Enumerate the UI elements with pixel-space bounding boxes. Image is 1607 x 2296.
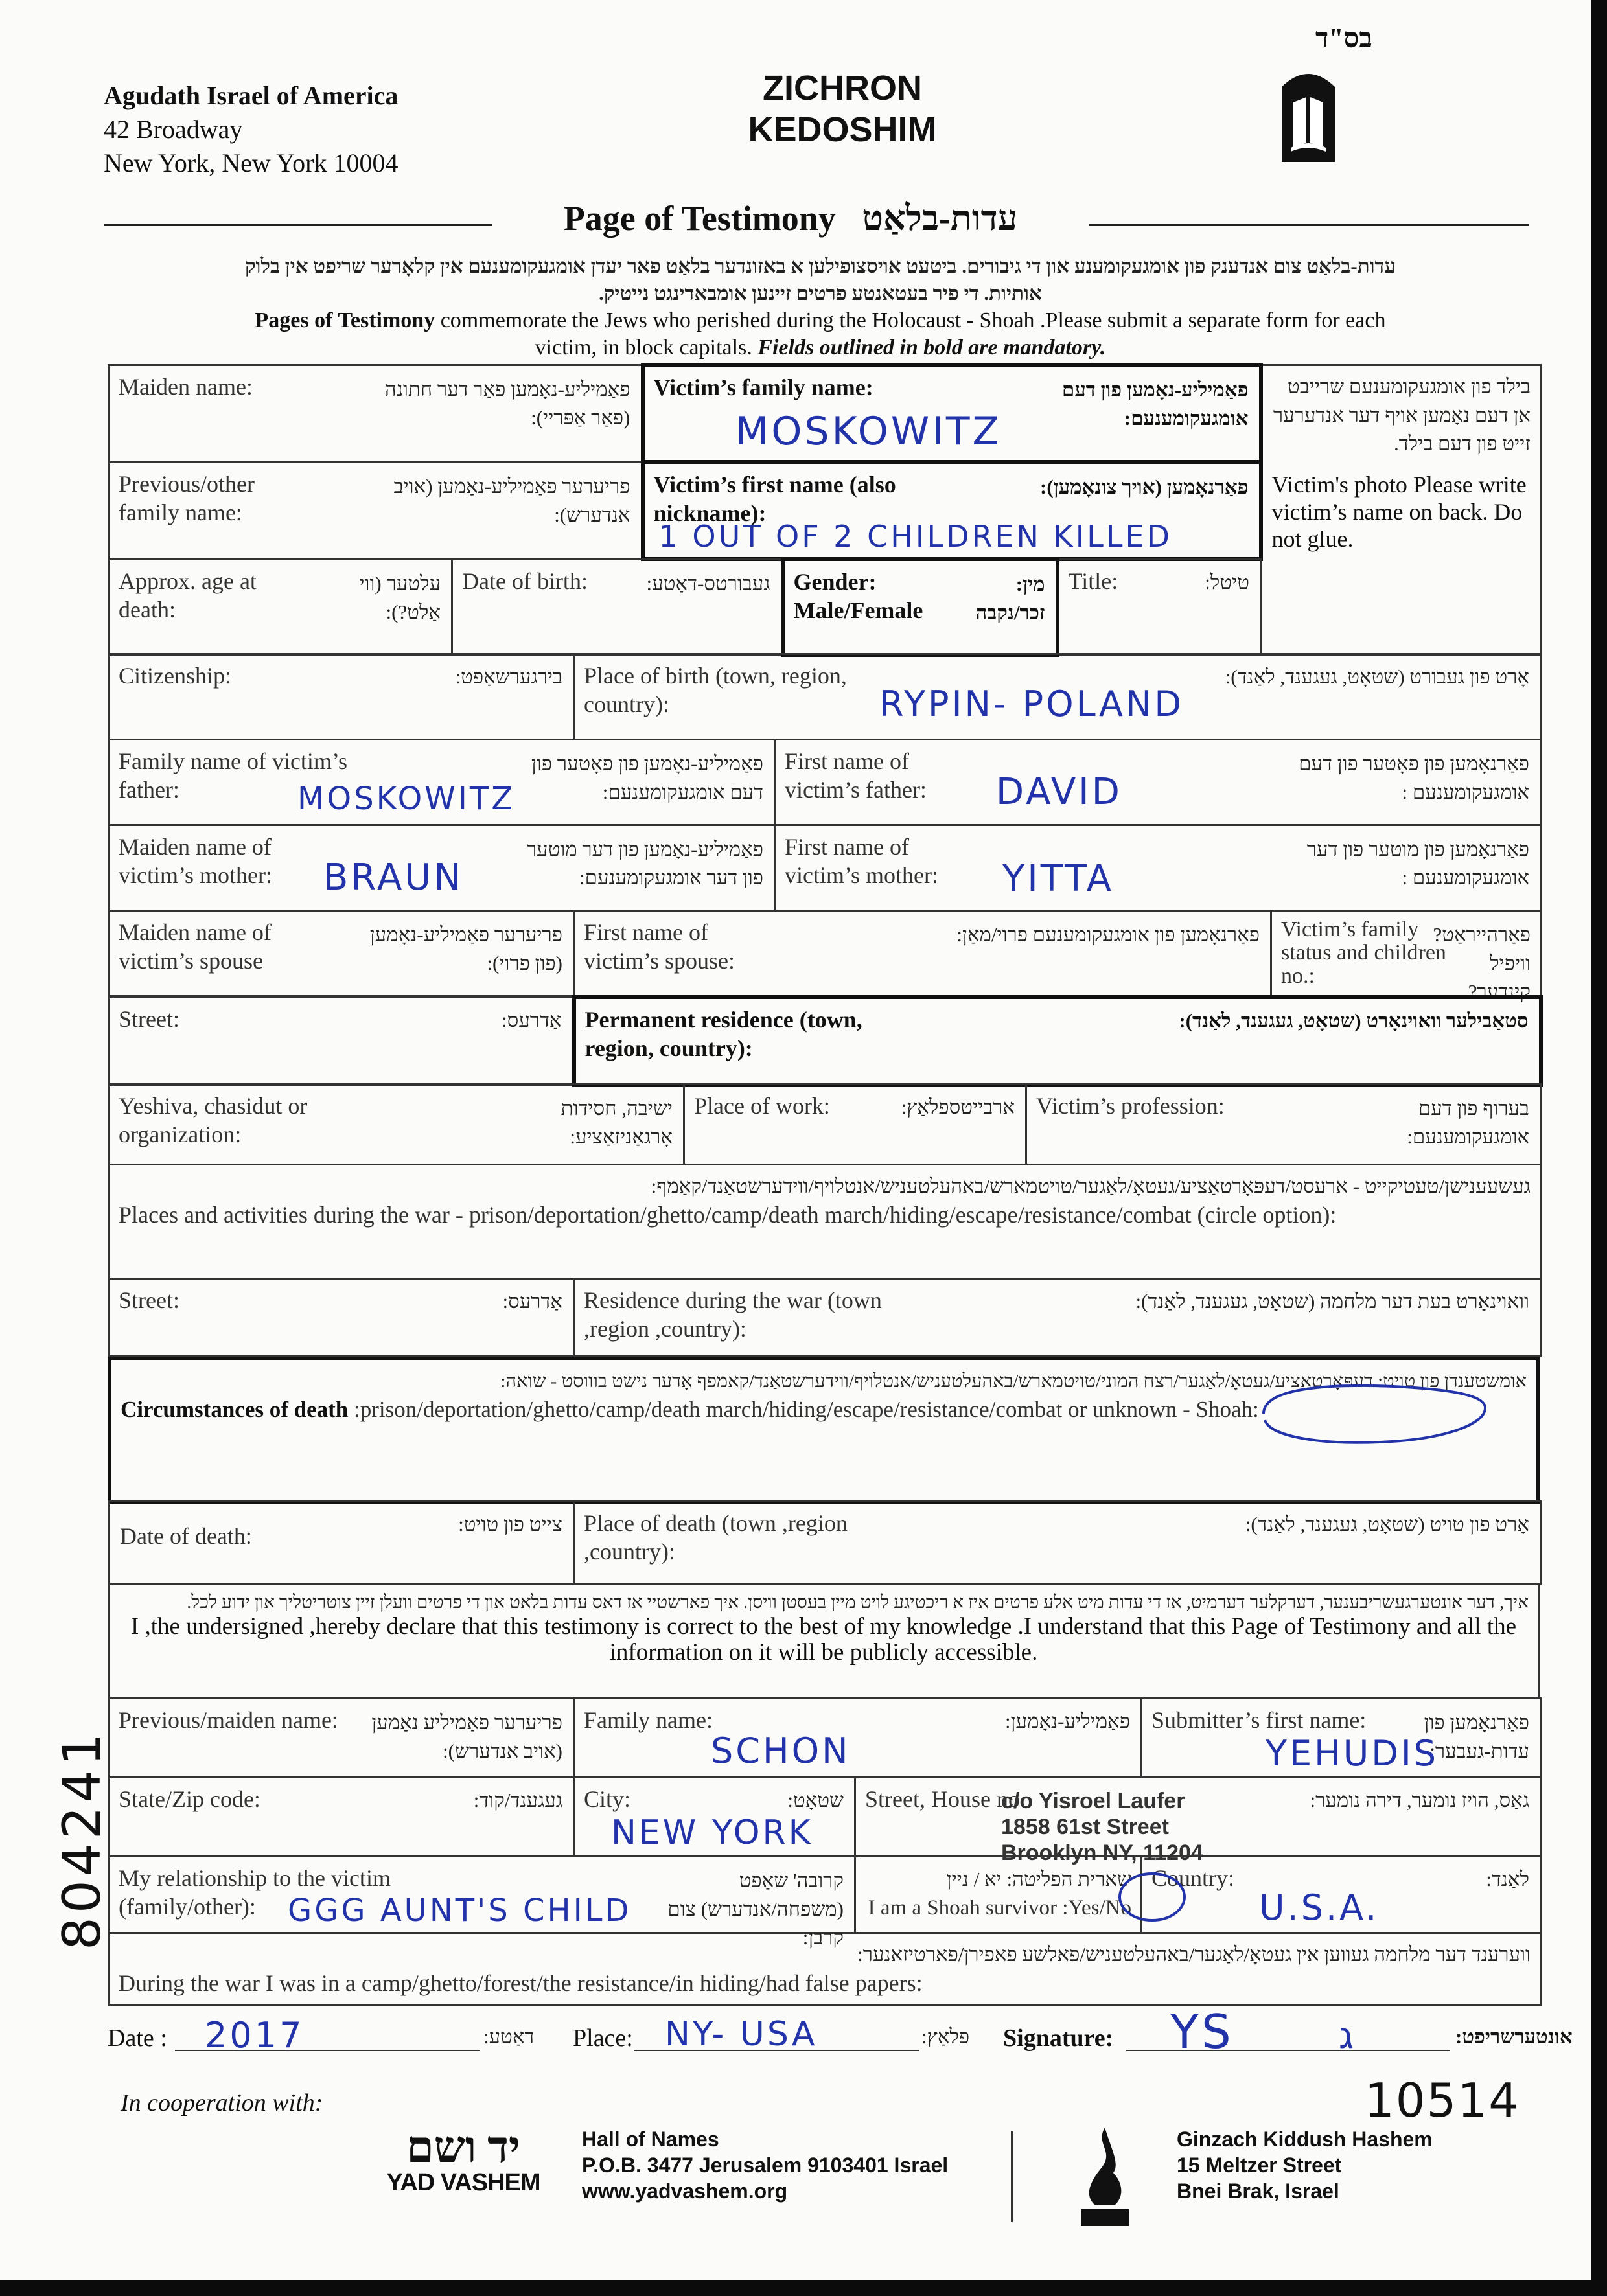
photo-instructions-yi: בילד פון אומגעקומענעם שרייבט אן דעם נאָמען אויף דער אנדערער זייט פון דעם בילד. bbox=[1273, 374, 1531, 455]
family-name-label: Victim’s family name: bbox=[653, 374, 873, 400]
spouse-maiden-cell[interactable] bbox=[109, 911, 574, 996]
address-stamp bbox=[1001, 1788, 1286, 1866]
ginzach-line-3: Bnei Brak, Israel bbox=[1177, 2179, 1339, 2203]
intro-yi-2: אותיות. די פיר בעטאנטע פרטים זיינען אומבאדינגט נייטיק. bbox=[599, 282, 1042, 304]
org-address-1: 42 Broadway bbox=[104, 115, 243, 144]
date-value[interactable]: 2017 bbox=[205, 2015, 305, 2056]
stamp-line-2: 1858 61st Street bbox=[1001, 1815, 1169, 1839]
gender-cell[interactable] bbox=[783, 559, 1058, 655]
submitter-first-name-label: Submitter’s first name: bbox=[1151, 1707, 1367, 1733]
death-section bbox=[108, 1500, 1542, 1585]
profession-yi: בערוף פון דעם אומגעקומענעם: bbox=[1407, 1097, 1529, 1148]
state-zip-cell[interactable] bbox=[109, 1778, 574, 1857]
mother-maiden-cell[interactable] bbox=[109, 825, 775, 911]
maiden-name-yi: פאַמיליע-נאָמען פאַר דער חתונה (פאַר אַפּריי): bbox=[385, 377, 630, 429]
flame-logo-icon bbox=[1069, 2125, 1140, 2229]
work-yi: ארבייטספלאַץ: bbox=[901, 1096, 1015, 1118]
yeshiva-label: Yeshiva, chasidut or organization: bbox=[119, 1093, 308, 1147]
first-name-label: Victim’s first name (also nickname): bbox=[653, 472, 896, 526]
project-line-1: ZICHRON bbox=[763, 69, 922, 108]
survivor-label: I am a Shoah survivor :Yes/No bbox=[868, 1896, 1131, 1920]
city-label: City: bbox=[584, 1786, 631, 1812]
submitter-prev-name-cell[interactable] bbox=[109, 1699, 574, 1778]
previous-name-cell[interactable] bbox=[109, 462, 643, 559]
war-residence-yi: וואוינאָרט בעת דער מלחמה (שטאָט, געגענד, לאַנד): bbox=[1135, 1290, 1529, 1313]
spouse-maiden-label: Maiden name of victim’s spouse bbox=[119, 919, 272, 974]
submitter-first-name-yi: פאַרנאָמען פון עדות-געבער: bbox=[1424, 1711, 1529, 1762]
war-location-cell[interactable] bbox=[109, 1933, 1541, 2005]
declaration-yi: איך, דער אונטערגעשריבענער, דערקלער דערמיט, אז די עדות מיט אלע פרטים איז א ריכטיגע לויט מיין בעסטן וויסן. איך פארשטיי אז דאס עדות בלאט און די פרטים וועלן זיין צוטריטליך און ידוע לכל. bbox=[187, 1592, 1529, 1613]
hall-line-2: P.O.B. 3477 Jerusalem 9103401 Israel bbox=[582, 2153, 949, 2177]
work-label: Place of work: bbox=[694, 1093, 830, 1119]
circumstances-options: :prison/deportation/ghetto/camp/death march/hiding/escape/resistance/combat or unknown - Shoah: bbox=[348, 1397, 1259, 1422]
death-place-label: Place of death (town ,region ,country): bbox=[584, 1510, 848, 1565]
ginzach-line-2: 15 Meltzer Street bbox=[1177, 2153, 1342, 2177]
org-address-2: New York, New York 10004 bbox=[104, 148, 399, 178]
dod-yi: צייט פון טויט: bbox=[458, 1513, 562, 1535]
age-yi: עלטער (ווי אַלט?): bbox=[359, 571, 441, 623]
intro-en-2: victim, in block capitals. bbox=[535, 336, 758, 360]
dod-label: Date of death: bbox=[120, 1523, 252, 1549]
yv-hebrew: יד ושם bbox=[406, 2122, 520, 2172]
submitter-family-name-yi: פאַמיליע-נאָמען: bbox=[1005, 1710, 1130, 1732]
previous-name-label: Previous/other family name: bbox=[119, 470, 255, 525]
spouse-first-cell[interactable] bbox=[574, 911, 1271, 996]
signature-line bbox=[108, 2004, 1573, 2060]
submitter-family-name-label: Family name: bbox=[584, 1707, 713, 1733]
father-first-value[interactable]: DAVID bbox=[996, 771, 1122, 813]
submitter-first-name-cell[interactable] bbox=[1142, 1699, 1541, 1778]
war-street-cell[interactable] bbox=[109, 1279, 574, 1357]
yeshiva-cell[interactable] bbox=[109, 1085, 684, 1165]
father-family-value[interactable]: MOSKOWITZ bbox=[297, 781, 516, 817]
relationship-cell[interactable] bbox=[109, 1857, 855, 1949]
photo-cell[interactable] bbox=[1261, 365, 1541, 559]
yad-vashem-logo bbox=[382, 2122, 544, 2197]
family-status-cell[interactable] bbox=[1271, 911, 1541, 1003]
survivor-yi: שארית הפליטה: יא / ניין bbox=[946, 1868, 1131, 1890]
stamp-line-3: Brooklyn NY, 11204 bbox=[1001, 1841, 1203, 1865]
stamp-line-1: c/o Yisroel Laufer bbox=[1001, 1789, 1185, 1813]
intro-en: commemorate the Jews who perished during the Holocaust - Shoah .Please submit a separate form for each bbox=[435, 308, 1386, 332]
residence-cell[interactable] bbox=[574, 997, 1541, 1085]
war-activities-label: Places and activities during the war - prison/deportation/ghetto/camp/death march/hiding/escape/resistance/combat (circle option): bbox=[119, 1202, 1337, 1228]
street-cell[interactable] bbox=[109, 997, 574, 1085]
relationship-yi: קרובה' שאַפט (משפחה/אנדערש) צום קרבן: bbox=[667, 1869, 844, 1949]
maiden-name-cell[interactable] bbox=[109, 365, 643, 462]
residence-yi: סטאַבילער וואוינאָרט (שטאָט, געגענד, לאַנד): bbox=[1179, 1009, 1529, 1032]
war-residence-section bbox=[108, 1278, 1542, 1357]
birthplace-cell[interactable] bbox=[574, 654, 1541, 740]
citizenship-cell[interactable] bbox=[109, 654, 574, 740]
family-status-yi: פאַרהייראַט? וויפיל קינדער? bbox=[1433, 923, 1531, 1003]
title-cell[interactable] bbox=[1058, 559, 1261, 655]
war-residence-cell[interactable] bbox=[574, 1279, 1541, 1357]
family-name-cell[interactable] bbox=[643, 365, 1261, 462]
spouse-maiden-yi: פריערער פאַמיליע-נאָמען (פון פרוי): bbox=[369, 923, 562, 974]
cooperation-label: In cooperation with: bbox=[121, 2089, 323, 2117]
age-cell[interactable] bbox=[109, 559, 452, 655]
dod-cell[interactable] bbox=[109, 1502, 574, 1585]
signature-mark: ג bbox=[1339, 2015, 1357, 2057]
family-name-yi: פאַמיליע-נאָמען פון דעם אומגעקומענעם: bbox=[1061, 378, 1249, 430]
mother-first-cell[interactable] bbox=[775, 825, 1541, 911]
photo-cell-cont bbox=[1261, 559, 1541, 655]
footer-divider bbox=[1011, 2131, 1013, 2222]
war-location-label: During the war I was in a camp/ghetto/forest/the resistance/in hiding/had false papers: bbox=[119, 1970, 923, 1996]
city-yi: שטאָט: bbox=[787, 1789, 844, 1811]
father-family-cell[interactable] bbox=[109, 740, 775, 825]
death-place-cell[interactable] bbox=[574, 1502, 1541, 1585]
age-label: Approx. age at death: bbox=[119, 568, 257, 623]
death-place-yi: אָרט פון טויט (שטאָט, געגענד, לאַנד): bbox=[1245, 1513, 1529, 1535]
intro-en-bold: Pages of Testimony bbox=[255, 308, 435, 332]
first-name-cell[interactable] bbox=[643, 462, 1261, 559]
margin-number: 804241 bbox=[52, 1728, 112, 1950]
street-yi: אַדרעס: bbox=[501, 1008, 562, 1031]
father-family-yi: פאַמיליע-נאָמען פון פאָטער פון דעם אומגעקומענעם: bbox=[531, 752, 763, 803]
submitter-first-name-value[interactable]: YEHUDIS bbox=[1266, 1733, 1439, 1774]
circumstances-yi: אומשטענדן פון טויט: דעפּאָרטאַציע/געטאָ/לאַגער/רצח המוני/טויטמארש/באהעלטעניש/אנטלויף/ווידערשטאַנד/קאמפף אָדער נישט בוווסט - שואה: bbox=[500, 1371, 1527, 1392]
gender-yi: מין: זכר/נקבה bbox=[975, 573, 1045, 624]
title-en: Page of Testimony bbox=[563, 199, 836, 238]
no-option-circle-icon bbox=[1115, 1867, 1192, 1925]
victim-details-row bbox=[108, 557, 1542, 657]
maiden-name-label: Maiden name: bbox=[119, 373, 253, 400]
mother-maiden-yi: פאַמיליע-נאָמען פון דער מוטער פון דער אומגעקומענעם: bbox=[526, 838, 763, 889]
submitter-family-name-value[interactable]: SCHON bbox=[711, 1730, 851, 1771]
state-zip-label: State/Zip code: bbox=[119, 1786, 260, 1812]
declaration-section bbox=[108, 1583, 1540, 1699]
submitter-prev-name-label: Previous/maiden name: bbox=[119, 1707, 338, 1733]
date-label: Date : bbox=[108, 2025, 167, 2052]
citizenship-yi: בירגערשאַפט: bbox=[455, 665, 562, 688]
father-first-label: First name of victim’s father: bbox=[785, 748, 927, 803]
relationship-value[interactable]: GGG AUNT'S CHILD bbox=[288, 1892, 632, 1929]
project-line-2: KEDOSHIM bbox=[748, 110, 937, 149]
signature-label: Signature: bbox=[1003, 2025, 1114, 2052]
title-yi: עדות-בלאַט bbox=[862, 199, 1018, 238]
survivor-cell[interactable] bbox=[855, 1857, 1142, 1933]
hall-of-names-address bbox=[582, 2126, 948, 2204]
yv-english: YAD VASHEM bbox=[386, 2169, 540, 2196]
mother-first-yi: פאַרנאָמען פון מוטער פון דער אומגעקומענעם : bbox=[1306, 838, 1530, 889]
date-yi: דאַטע: bbox=[483, 2025, 535, 2048]
country-cell[interactable] bbox=[1142, 1857, 1541, 1933]
residence-section bbox=[108, 995, 1543, 1087]
street-label: Street: bbox=[119, 1005, 179, 1032]
signature-yi: אונטערשריפט: bbox=[1455, 2025, 1573, 2048]
spouse-first-yi: פאַרנאָמען פון אומגעקומענעם פרוי/מאַן: bbox=[956, 923, 1260, 946]
mother-first-label: First name of victim’s mother: bbox=[785, 834, 938, 888]
place-yi: פלאַץ: bbox=[921, 2025, 970, 2048]
circumstances-label: Circumstances of death bbox=[121, 1397, 349, 1422]
submitter-street-yi: גאַס, הויז נומער, דירה נומער: bbox=[1310, 1789, 1529, 1811]
first-name-value[interactable]: 1 OUT OF 2 CHILDREN KILLED bbox=[658, 519, 1173, 554]
war-activities-yi: געשעענישן/טעטיקייט - ארעסט/דעפּאָרטאַציע/געטאָ/לאַגער/טויטמארש/באהעלטעניש/אנטלויף/ווידערשטאַנד/קאַמף: bbox=[651, 1175, 1531, 1197]
war-activities-cell[interactable] bbox=[109, 1165, 1541, 1279]
unknown-option-circle-icon bbox=[1251, 1375, 1490, 1452]
profession-label: Victim’s profession: bbox=[1036, 1093, 1225, 1119]
profession-cell[interactable] bbox=[1026, 1085, 1541, 1165]
work-cell[interactable] bbox=[684, 1085, 1026, 1165]
first-name-yi: פאַרנאָמען (אויך צונאָמען): bbox=[1040, 476, 1249, 498]
birthplace-yi: אָרט פון געבורט (שטאָט, געגענד, לאַנד): bbox=[1225, 665, 1530, 688]
residence-label: Permanent residence (town, region, country): bbox=[584, 1007, 862, 1061]
dob-label: Date of birth: bbox=[462, 568, 588, 594]
ginzach-line-1: Ginzach Kiddush Hashem bbox=[1177, 2128, 1433, 2151]
birthplace-value[interactable]: RYPIN- POLAND bbox=[879, 683, 1184, 724]
relationship-label: My relationship to the victim (family/other): bbox=[119, 1865, 391, 1920]
family-section bbox=[108, 653, 1542, 1003]
state-zip-yi: געגענד/קוד: bbox=[473, 1789, 562, 1811]
war-residence-label: Residence during the war (town ,region ,country): bbox=[584, 1287, 882, 1342]
hall-line-3[interactable]: www.yadvashem.org bbox=[582, 2179, 788, 2203]
country-label: Country: bbox=[1151, 1865, 1235, 1891]
intro-text bbox=[121, 253, 1520, 362]
org-name: Agudath Israel of America bbox=[104, 81, 399, 110]
spouse-first-label: First name of victim’s spouse: bbox=[584, 919, 735, 974]
war-street-yi: אַדרעס: bbox=[502, 1290, 562, 1313]
country-yi: לאַנד: bbox=[1486, 1868, 1529, 1890]
bsd-mark: בס"ד bbox=[1315, 24, 1372, 54]
title-yi: טיטל: bbox=[1205, 570, 1249, 593]
occupation-section bbox=[108, 1083, 1542, 1280]
title-label: Title: bbox=[1068, 568, 1118, 594]
family-status-label: Victim’s family status and children no.: bbox=[1281, 917, 1446, 988]
submitter-street-label: Street, House no. bbox=[865, 1786, 1026, 1812]
org-block bbox=[104, 79, 399, 180]
dob-cell[interactable] bbox=[452, 559, 783, 655]
submitter-section bbox=[108, 1697, 1542, 2006]
page-number: 10514 bbox=[1365, 2073, 1520, 2128]
mother-maiden-value[interactable]: BRAUN bbox=[323, 856, 464, 899]
title-rule-right bbox=[1089, 224, 1529, 226]
father-first-cell[interactable] bbox=[775, 740, 1541, 825]
photo-instructions-en: Victim's photo Please write victim’s name on back. Do not glue. bbox=[1271, 471, 1527, 552]
mother-first-value[interactable]: YITTA bbox=[1002, 858, 1115, 900]
intro-yi-1: עדות-בלאַט צום אנדענק פון אומגעקומענע און די גיבורים. ביטעט אויסצופילען א באזונדער בלאַט פאר יעדן אומגעקומענעם אין קלאָרער שריפט אין בלוק bbox=[244, 255, 1396, 277]
page-title bbox=[531, 198, 1050, 238]
submitter-prev-name-yi: פריערער פאַמיליע נאָמען (אויב אנדערש): bbox=[371, 1711, 562, 1762]
torah-logo-icon bbox=[1278, 67, 1339, 165]
citizenship-label: Citizenship: bbox=[119, 663, 231, 689]
city-cell[interactable] bbox=[574, 1778, 855, 1857]
yeshiva-yi: ישיבה, חסידות אָרגאַניזאַציע: bbox=[561, 1097, 673, 1148]
mother-maiden-label: Maiden name of victim’s mother: bbox=[119, 834, 272, 888]
previous-name-yi: פריערער פאַמיליע-נאָמען (אויב אנדערש): bbox=[393, 474, 630, 526]
declaration-cell bbox=[109, 1585, 1539, 1699]
father-family-label: Family name of victim’s father: bbox=[119, 748, 347, 803]
title-rule-left bbox=[104, 224, 492, 226]
ginzach-address bbox=[1177, 2126, 1433, 2204]
war-street-label: Street: bbox=[119, 1287, 179, 1313]
birthplace-label: Place of birth (town, region, country): bbox=[584, 663, 847, 717]
country-value[interactable]: U.S.A. bbox=[1259, 1887, 1380, 1928]
declaration-en: I ,the undersigned ,hereby declare that this testimony is correct to the best of my knowledge .I understand that this Page of Testimony and all the information on it will be publicly accessible. bbox=[130, 1613, 1517, 1666]
submitter-family-name-cell[interactable] bbox=[574, 1699, 1142, 1778]
father-first-yi: פאַרנאָמען פון פאָטער פון דעם אומגעקומענעם : bbox=[1299, 752, 1530, 803]
hall-line-1: Hall of Names bbox=[582, 2128, 719, 2151]
place-label: Place: bbox=[573, 2025, 633, 2052]
gender-label: Gender: Male/Female bbox=[793, 569, 923, 623]
project-title bbox=[726, 67, 959, 150]
city-value[interactable]: NEW YORK bbox=[611, 1813, 813, 1852]
war-location-yi: ווערענד דער מלחמה געווען אין געטאָ/לאַגער/באהעלטעניש/פאלשע פאפירן/פארטיזאנער: bbox=[857, 1943, 1531, 1966]
place-value[interactable]: NY- USA bbox=[665, 2015, 818, 2054]
intro-en-italic: Fields outlined in bold are mandatory. bbox=[757, 336, 1106, 360]
signature-value[interactable]: YS bbox=[1170, 2004, 1234, 2059]
dob-yi: געבורטס-דאַטע: bbox=[646, 571, 770, 595]
family-name-value[interactable]: MOSKOWITZ bbox=[735, 409, 1002, 454]
victim-name-section bbox=[108, 363, 1542, 561]
